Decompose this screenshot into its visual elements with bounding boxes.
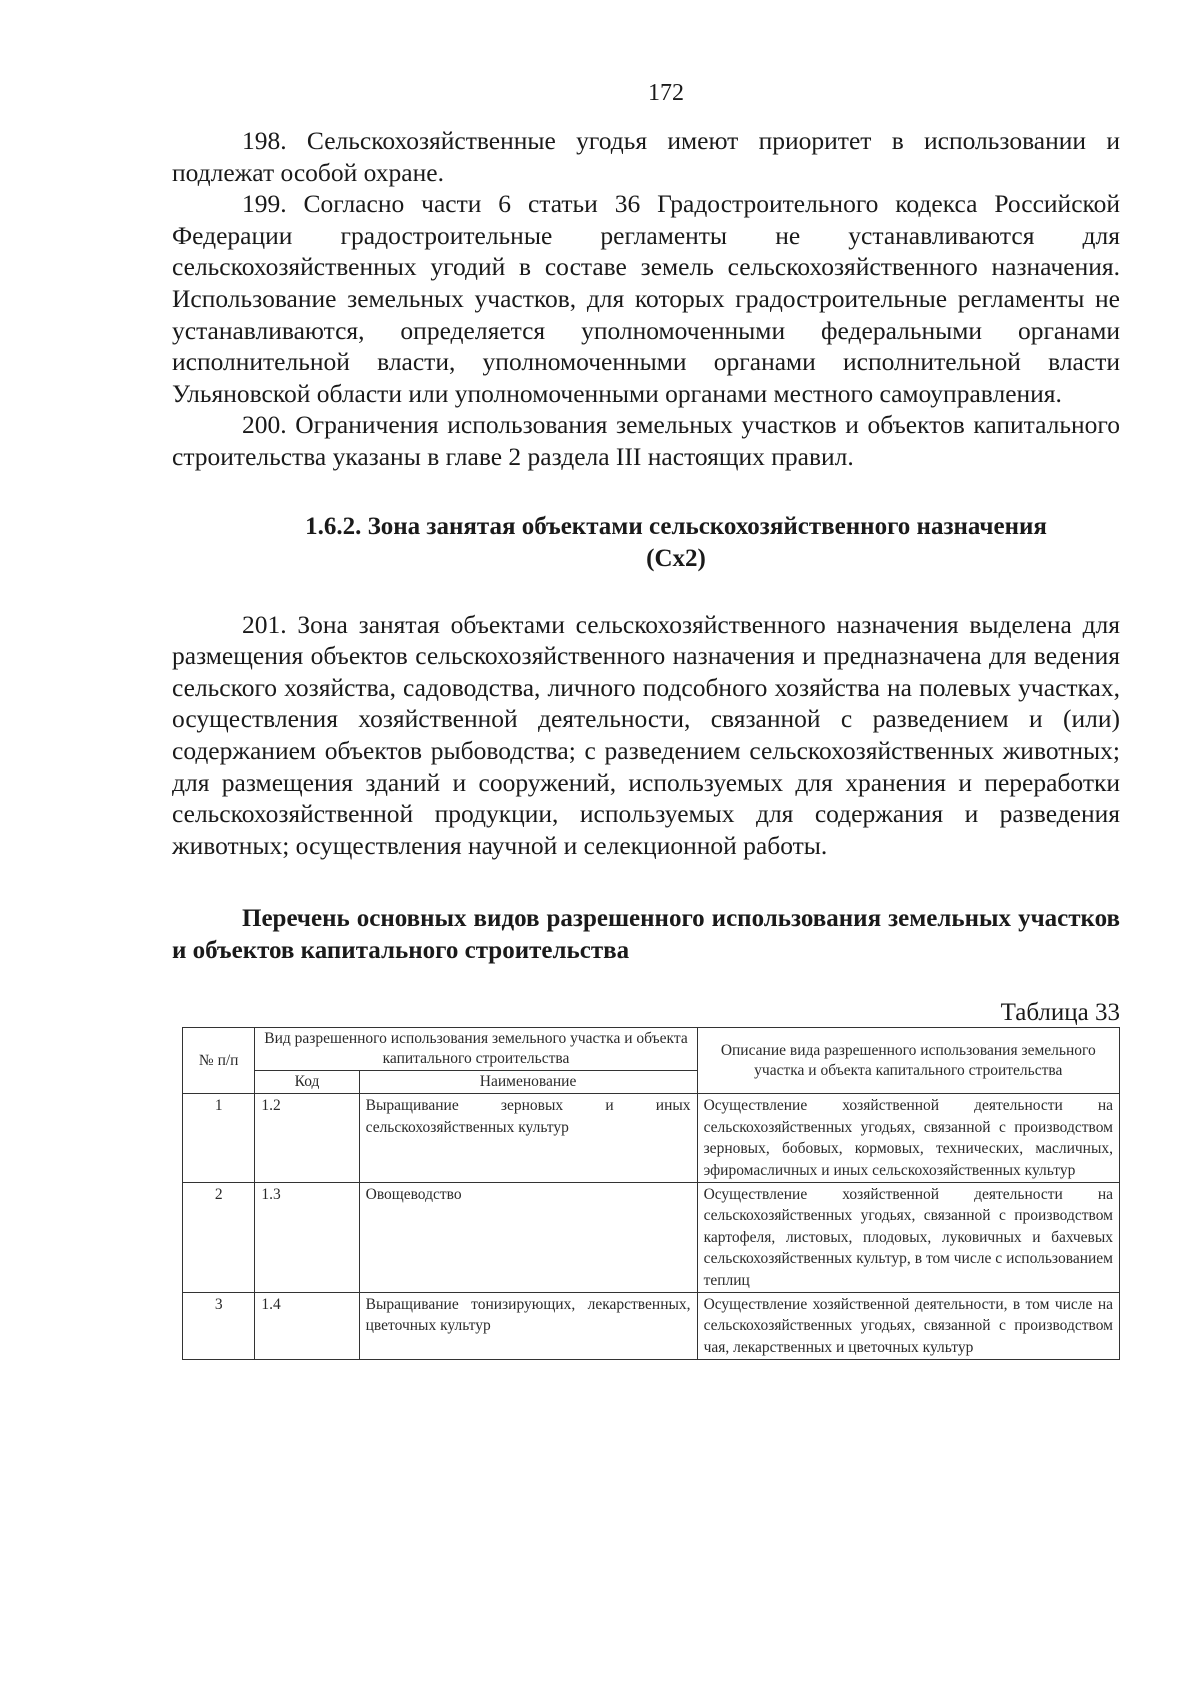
- cell-code: 1.2: [255, 1094, 359, 1183]
- paragraph-201: 201. Зона занятая объектами сельскохозяйственного назначения выделена для размещения объектов сельскохозяйственного назначения и предназначена для ведения сельского хозяйства, садоводства, личного подсобного хозяйства на полевых участках, осуществления хозяйственной деятельности, связанной с разведением и (или) содержанием объектов рыбоводства; с разведением сельскохозяйственных животных; для размещения зданий и сооружений, используемых для хранения и переработки сельскохозяйственной продукции, используемых для содержания и разведения животных; осуществления научной и селекционной работы.: [172, 609, 1120, 860]
- section-heading-title: 1.6.2. Зона занятая объектами сельскохозяйственного назначения: [305, 512, 1047, 540]
- header-code: Код: [255, 1071, 359, 1094]
- cell-num: 2: [183, 1182, 255, 1292]
- cell-num: 1: [183, 1094, 255, 1183]
- cell-num: 3: [183, 1292, 255, 1359]
- paragraph-198: 198. Сельскохозяйственные угодья имеют приоритет в использовании и подлежат особой охране.: [172, 126, 1120, 187]
- cell-description: Осуществление хозяйственной деятельности на сельскохозяйственных угодьях, связанной с производством картофеля, листовых, плодовых, луковичных и бахчевых сельскохозяйственных культур, в том числе с использованием теплиц: [697, 1182, 1119, 1292]
- list-title: Перечень основных видов разрешенного использования земельных участков и объектов капитального строительства: [172, 905, 1120, 965]
- cell-code: 1.4: [255, 1292, 359, 1359]
- table-row: [183, 1182, 1120, 1292]
- land-use-table: [182, 1027, 1120, 1360]
- cell-description: Осуществление хозяйственной деятельности на сельскохозяйственных угодьях, связанной с производством зерновых, бобовых, кормовых, технических, масличных, эфиромасличных и иных сельскохозяйственных культур: [697, 1094, 1119, 1183]
- cell-name: Овощеводство: [359, 1182, 697, 1292]
- header-description: Описание вида разрешенного использования земельного участка и объекта капитального строительства: [697, 1028, 1119, 1094]
- paragraph-200: 200. Ограничения использования земельных участков и объектов капитального строительства указаны в главе 2 раздела III настоящих правил.: [172, 410, 1120, 471]
- cell-name: Выращивание зерновых и иных сельскохозяйственных культур: [359, 1094, 697, 1183]
- header-num: № п/п: [183, 1028, 255, 1094]
- header-name: Наименование: [359, 1071, 697, 1094]
- page-number: 172: [648, 80, 684, 106]
- cell-description: Осуществление хозяйственной деятельности, в том числе на сельскохозяйственных угодьях, связанной с производством чая, лекарственных и цветочных культур: [697, 1292, 1119, 1359]
- header-type-group: Вид разрешенного использования земельного участка и объекта капитального строительства: [255, 1028, 697, 1071]
- cell-name: Выращивание тонизирующих, лекарственных, цветочных культур: [359, 1292, 697, 1359]
- table-header-row: [183, 1028, 1120, 1071]
- table-caption: Таблица 33: [1000, 999, 1120, 1027]
- cell-code: 1.3: [255, 1182, 359, 1292]
- paragraph-199: 199. Согласно части 6 статьи 36 Градостроительного кодекса Российской Федерации градостроительные регламенты не устанавливаются для сельскохозяйственных угодий в составе земель сельскохозяйственного назначения. Использование земельных участков, для которых градостроительные регламенты не устанавливаются, определяется уполномоченными федеральными органами исполнительной власти, уполномоченными органами исполнительной власти Ульяновской области или уполномоченными органами местного самоуправления.: [172, 189, 1120, 408]
- table-row: [183, 1292, 1120, 1359]
- section-heading: [232, 511, 1120, 575]
- section-heading-code: (Сх2): [646, 544, 706, 572]
- document-page: [172, 80, 1120, 1360]
- table-row: [183, 1094, 1120, 1183]
